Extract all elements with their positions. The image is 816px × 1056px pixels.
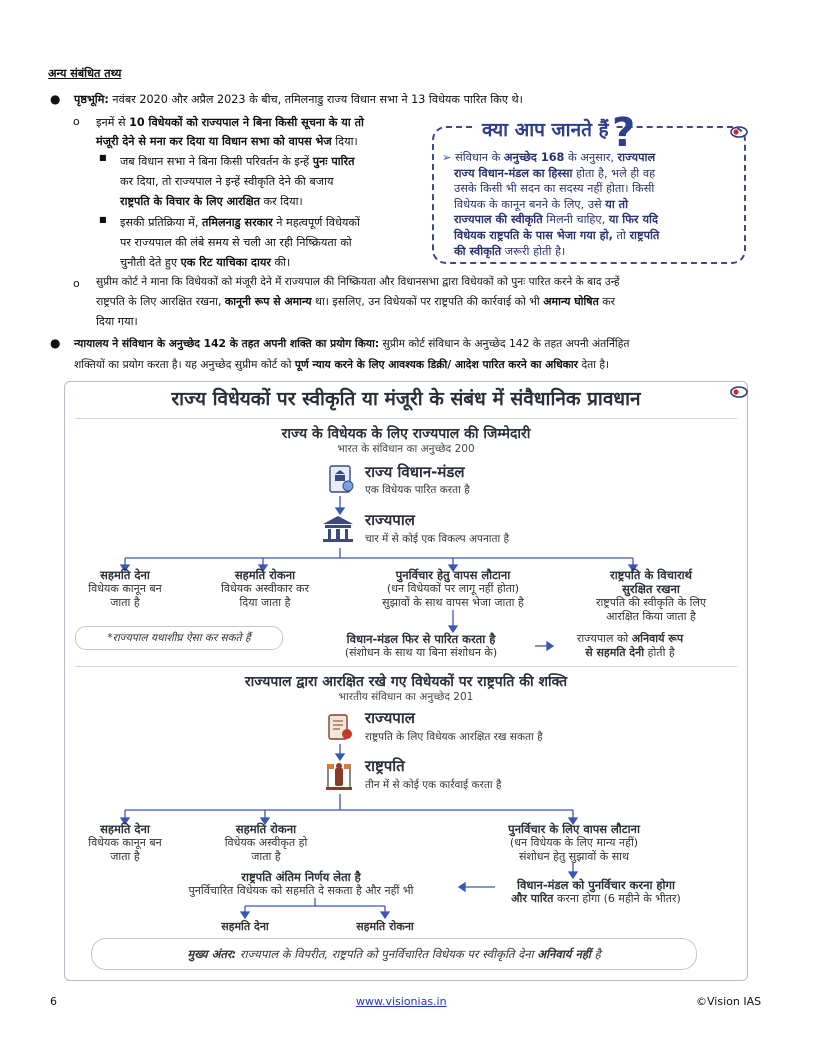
- sec2-recon-t: करना होगा (6 महीने के भीतर): [553, 892, 681, 905]
- key-text: राज्यपाल के विपरीत, राष्ट्रपति को पुनर्विचारित विधेयक पर स्वीकृति देना: [236, 947, 538, 961]
- sec2-subheading: भारतीय संविधान का अनुच्छेद 201: [338, 691, 474, 703]
- question-mark-icon: ?: [612, 110, 636, 156]
- sub2-text: राष्ट्रपति के लिए आरक्षित रखना,: [96, 295, 225, 308]
- sec2-president-sub: तीन में से कोई एक कार्रवाई करता है: [365, 779, 502, 791]
- copyright: ©Vision IAS: [696, 995, 762, 1008]
- bullet-dot: ●: [50, 92, 61, 106]
- art142-line1: [74, 334, 629, 353]
- sec2-governor: राज्यपाल: [365, 709, 415, 727]
- art142-text: सुप्रीम कोर्ट संविधान के अनुच्छेद 142 के तहत अपनी अंतर्निहित: [379, 337, 630, 350]
- sec2-leaf-assent: सहमति देना: [221, 920, 269, 933]
- sub1a-line2: कर दिया, तो राज्यपाल ने इन्हें स्वीकृति देने की बजाय: [120, 175, 334, 188]
- background-text: नवंबर 2020 और अप्रैल 2023 के बीच, तमिलनाडु राज्य विधान सभा ने 13 विधेयक पारित किए थे।: [108, 93, 523, 106]
- sec1-opt2-l1: विधेयक अस्वीकार कर: [221, 582, 309, 595]
- square-bullet: ■: [99, 215, 107, 224]
- sec2-opt3-l2: संशोधन हेतु सुझावों के साथ: [518, 850, 630, 863]
- sec2-option-return: [481, 822, 667, 864]
- sub1-line2: [96, 132, 358, 151]
- sub1a-line3: [120, 192, 303, 211]
- sec1-governor: राज्यपाल: [365, 511, 415, 529]
- sec2-heading: राज्यपाल द्वारा आरक्षित रखे गए विधेयकों पर राष्ट्रपति की शक्ति: [244, 674, 568, 690]
- sub1a-text3: कर दिया।: [259, 195, 303, 208]
- info-t3: होता है, भले ही वह: [572, 166, 656, 180]
- sec1-opt3-l1: (धन विधेयकों पर लागू नहीं होता): [386, 582, 520, 595]
- sub2-line1: सुप्रीम कोर्ट ने माना कि विधेयकों को मंजूरी देने में राज्यपाल की निष्क्रियता और विधानसभा द्वारा विधेयकों को पुनः पारित करने के बाद उन्हें: [96, 276, 620, 288]
- sub1b-line3: [120, 253, 290, 272]
- info-b5: राज्यपाल की स्वीकृति: [454, 213, 543, 227]
- sub1a-line1: [120, 152, 355, 171]
- sec2-opt1-l2: जाता है: [110, 850, 140, 863]
- info-t8: जरूरी होती है।: [501, 244, 566, 258]
- sec2-recon-b: और पारित: [511, 892, 554, 905]
- sec1-opt4-l1: राष्ट्रपति की स्वीकृति के लिए: [595, 596, 707, 609]
- art142-text2: शक्तियों का प्रयोग करता है। यह अनुच्छेद सुप्रीम कोर्ट को: [74, 358, 295, 371]
- sec1-opt1-l2: जाता है: [110, 596, 140, 609]
- info-b6: या फिर यदि: [608, 213, 658, 227]
- key-end: है: [590, 947, 601, 961]
- sec1-legislature-sub: एक विधेयक पारित करता है: [365, 484, 470, 496]
- square-bullet: ■: [99, 153, 107, 162]
- sec2-president: राष्ट्रपति: [365, 757, 405, 775]
- sub1-bold: 10 विधेयकों को राज्यपाल ने बिना किसी सूचना के या तो: [129, 116, 364, 129]
- sec2-opt2-head: सहमति रोकना: [235, 822, 297, 836]
- section-title: अन्य संबंधित तथ्य: [48, 67, 122, 80]
- sec2-recon-l1: विधान-मंडल को पुनर्विचार करना होगा: [517, 878, 675, 892]
- sub2-bold2: अमान्य घोषित: [543, 295, 599, 308]
- info-t5: विधेयक के कानून बनने के लिए, उसे: [454, 197, 606, 211]
- sub2-line2: [96, 292, 615, 311]
- sec2-opt2-l2: जाता है: [251, 850, 281, 863]
- sec1-legislature: राज्य विधान-मंडल: [365, 463, 465, 481]
- art142-text3: देता है।: [578, 358, 610, 371]
- sub1b-text4: की।: [270, 256, 291, 269]
- info-b3: राज्य विधान-मंडल का हिस्सा: [454, 166, 573, 180]
- sub2-bold: कानूनी रूप से अमान्य: [224, 295, 312, 308]
- sec2-final-decision: [141, 870, 461, 898]
- sec1-mand-b1: अनिवार्य रूप: [631, 632, 684, 645]
- vision-logo-icon: [730, 386, 748, 398]
- bullet-dot: ●: [50, 336, 61, 350]
- sec1-opt1-head: सहमति देना: [100, 568, 150, 582]
- did-you-know-heading: क्या आप जानते हैं: [476, 116, 615, 142]
- sub1-bold2: मंजूरी देने से मना कर दिया या विधान सभा को वापस भेज: [96, 135, 332, 148]
- sec2-leaf-withhold: सहमति रोकना: [356, 920, 414, 933]
- sec1-mand-t2: होती है: [644, 646, 675, 659]
- sec1-mand-t1: राज्यपाल को: [576, 632, 632, 645]
- diagram-title: राज्य विधेयकों पर स्वीकृति या मंजूरी के संबंध में संवैधानिक प्रावधान: [171, 388, 641, 410]
- sec1-opt1-l1: विधेयक कानून बन: [88, 582, 162, 595]
- sec2-option-assent: [67, 822, 183, 864]
- info-b2: राज्यपाल: [617, 151, 656, 164]
- sub1-line1: [96, 113, 364, 132]
- constitutional-provisions-diagram: [64, 381, 748, 981]
- did-you-know-box: [432, 119, 746, 264]
- art142-bold: पूर्ण न्याय करने के लिए आवश्यक डिक्री/ आदेश पारित करने का अधिकार: [294, 358, 579, 371]
- sec1-repass-sub: (संशोधन के साथ या बिना संशोधन के): [344, 646, 498, 659]
- sec2-reconsider: [483, 878, 709, 906]
- sub2-text3: कर: [598, 295, 616, 308]
- info-b7: विधेयक राष्ट्रपति के पास भेजा गया हो,: [454, 228, 613, 242]
- sub1b-text: इसकी प्रतिक्रिया में,: [120, 216, 202, 229]
- sub1a-text: जब विधान सभा ने बिना किसी परिवर्तन के इन्हें: [120, 155, 313, 168]
- sub2-line3: दिया गया।: [96, 315, 138, 328]
- sub1b-bold2: एक रिट याचिका दायर: [180, 256, 271, 269]
- vision-logo-icon: [730, 126, 748, 138]
- sub1-text: इनमें से: [96, 116, 130, 129]
- art142-label: न्यायालय ने संविधान के अनुच्छेद 142 के तहत अपनी शक्ति का प्रयोग किया:: [74, 337, 380, 350]
- sub-bullet-o: o: [73, 115, 80, 128]
- key-bold: अनिवार्य नहीं: [537, 947, 591, 961]
- sec1-governor-sub: चार में से कोई एक विकल्प अपनाता है: [365, 533, 510, 545]
- sec1-opt4-head2: सुरक्षित रखना: [622, 582, 680, 596]
- sec1-opt2-head: सहमति रोकना: [234, 568, 296, 582]
- sec2-final-head: राष्ट्रपति अंतिम निर्णय लेता है: [241, 870, 361, 884]
- sub1a-bold2: राष्ट्रपति के विचार के लिए आरक्षित: [120, 195, 260, 208]
- key-label: मुख्य अंतर:: [187, 947, 237, 961]
- sec1-heading: राज्य के विधेयक के लिए राज्यपाल की जिम्मेदारी: [281, 426, 531, 442]
- sub1b-text2: ने महत्वपूर्ण विधेयकों: [272, 216, 360, 229]
- sec2-opt2-l1: विधेयक अस्वीकृत हो: [224, 836, 308, 849]
- sec2-option-withhold: [201, 822, 331, 864]
- info-t1: संविधान के: [455, 151, 504, 164]
- art142-line2: [74, 355, 609, 374]
- info-b4: या तो: [605, 197, 629, 211]
- page-number: 6: [50, 995, 57, 1008]
- sec1-mand-b2: से सहमति देनी: [585, 646, 645, 659]
- sec1-note: *राज्यपाल यथाशीघ्र ऐसा कर सकते हैं: [75, 626, 283, 650]
- sec2-governor-sub: राष्ट्रपति के लिए विधेयक आरक्षित रख सकता है: [365, 731, 543, 743]
- sec2-opt1-l1: विधेयक कानून बन: [88, 836, 162, 849]
- background-line: [74, 90, 734, 109]
- key-difference-box: [91, 938, 697, 970]
- sub2-text2: था। इसलिए, उन विधेयकों पर राष्ट्रपति की कार्रवाई को भी: [311, 295, 544, 308]
- sub1b-text3: चुनौती देते हुए: [120, 256, 181, 269]
- sub1-text2: दिया।: [331, 135, 358, 148]
- info-t6: मिलनी चाहिए,: [542, 213, 609, 227]
- sec1-opt3-head: पुनर्विचार हेतु वापस लौटाना: [395, 568, 511, 582]
- info-t4: उसके किसी भी सदन का सदस्य नहीं होता। किसी: [454, 182, 655, 196]
- info-t2: के अनुसार,: [564, 151, 618, 164]
- sec1-subheading: भारत के संविधान का अनुच्छेद 200: [337, 443, 475, 455]
- footer-link[interactable]: www.visionias.in: [356, 995, 447, 1008]
- sub1b-bold: तमिलनाडु सरकार: [201, 216, 273, 229]
- sec1-repass-head: विधान-मंडल फिर से पारित करता है: [346, 632, 496, 646]
- sub1b-line1: [120, 213, 360, 232]
- sec2-opt1-head: सहमति देना: [100, 822, 150, 836]
- sub-bullet-o: o: [73, 277, 80, 290]
- arrow-icon: ➢: [442, 151, 452, 164]
- info-b8: राष्ट्रपति: [629, 228, 660, 242]
- sec1-opt4-l2: आरक्षित किया जाता है: [606, 610, 696, 623]
- info-b9: की स्वीकृति: [454, 244, 502, 258]
- did-you-know-text: [442, 150, 734, 259]
- info-t7: तो: [612, 228, 630, 242]
- sec2-opt3-head: पुनर्विचार के लिए वापस लौटाना: [508, 822, 640, 836]
- info-b1: अनुच्छेद 168: [503, 151, 565, 164]
- sec2-opt3-l1: (धन विधेयक के लिए मान्य नहीं): [509, 836, 639, 849]
- sub1b-line2: पर राज्यपाल की लंबे समय से चली आ रही निष्क्रियता को: [120, 236, 352, 249]
- sec2-final-sub: पुनर्विचारित विधेयक को सहमति दे सकता है और नहीं भी: [188, 884, 414, 897]
- sec1-opt3-l2: सुझावों के साथ वापस भेजा जाता है: [382, 596, 524, 609]
- sec1-opt2-l2: दिया जाता है: [239, 596, 291, 609]
- sub1a-bold: पुनः पारित: [312, 155, 355, 168]
- background-label: पृष्ठभूमि:: [74, 93, 109, 106]
- sec1-opt4-head1: राष्ट्रपति के विचारार्थ: [610, 568, 692, 582]
